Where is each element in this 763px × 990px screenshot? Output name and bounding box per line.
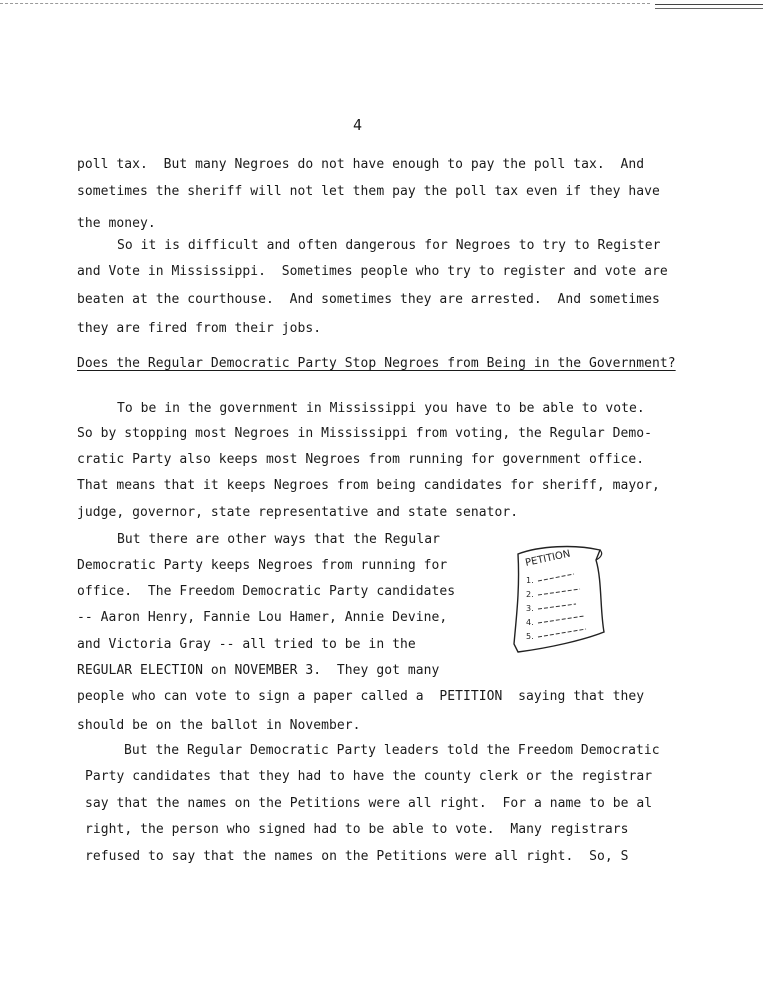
- petition-number-3: 3.: [526, 604, 534, 613]
- paragraph-5-line-4: right, the person who signed had to be able to vote. Many registrars: [85, 822, 629, 837]
- petition-number-4: 4.: [526, 618, 534, 627]
- paragraph-4-line-4: -- Aaron Henry, Fannie Lou Hamer, Annie Devine,: [77, 610, 448, 625]
- paragraph-2-line-2: and Vote in Mississippi. Sometimes people who try to register and vote are: [77, 264, 668, 279]
- petition-number-2: 2.: [526, 590, 534, 599]
- paragraph-3-line-3: cratic Party also keeps most Negroes from running for government office.: [77, 452, 645, 467]
- page-number: 4: [353, 116, 363, 134]
- paragraph-4-line-1: But there are other ways that the Regular: [117, 532, 440, 547]
- paragraph-2-line-4: they are fired from their jobs.: [77, 321, 322, 336]
- paragraph-5-line-2: Party candidates that they had to have the county clerk or the registrar: [85, 769, 653, 784]
- paragraph-4-line-3: office. The Freedom Democratic Party candidates: [77, 584, 456, 599]
- paragraph-3-line-1: To be in the government in Mississippi you have to be able to vote.: [117, 401, 645, 416]
- paragraph-3-line-2: So by stopping most Negroes in Mississippi from voting, the Regular Demo-: [77, 426, 652, 441]
- paragraph-1-line-1: poll tax. But many Negroes do not have enough to pay the poll tax. And: [77, 157, 645, 172]
- paragraph-4-line-8: should be on the ballot in November.: [77, 718, 361, 733]
- petition-number-5: 5.: [526, 632, 534, 641]
- paragraph-4-line-6: REGULAR ELECTION on NOVEMBER 3. They got many: [77, 663, 440, 678]
- petition-illustration: [504, 540, 612, 660]
- paragraph-3-line-5: judge, governor, state representative and state senator.: [77, 505, 519, 520]
- petition-number-1: 1.: [526, 576, 534, 585]
- paragraph-2-line-1: So it is difficult and often dangerous for Negroes to try to Register: [117, 238, 661, 253]
- paragraph-5-line-1: But the Regular Democratic Party leaders told the Freedom Democratic: [124, 743, 660, 758]
- paragraph-4-line-5: and Victoria Gray -- all tried to be in the: [77, 637, 416, 652]
- scan-border-top-right: [655, 4, 763, 9]
- paragraph-4-line-7: people who can vote to sign a paper called a PETITION saying that they: [77, 689, 645, 704]
- paragraph-1-line-2: sometimes the sheriff will not let them pay the poll tax even if they have: [77, 184, 660, 199]
- paragraph-4-line-2: Democratic Party keeps Negroes from running for: [77, 558, 448, 573]
- paragraph-5-line-3: say that the names on the Petitions were all right. For a name to be al: [85, 796, 653, 811]
- paragraph-3-line-4: That means that it keeps Negroes from being candidates for sheriff, mayor,: [77, 478, 660, 493]
- petition-title: PETITION: [524, 548, 572, 569]
- paragraph-5-line-5: refused to say that the names on the Petitions were all right. So, S: [85, 849, 629, 864]
- paragraph-1-line-3: the money.: [77, 216, 156, 231]
- section-heading: Does the Regular Democratic Party Stop Negroes from Being in the Government?: [77, 356, 676, 371]
- paragraph-2-line-3: beaten at the courthouse. And sometimes they are arrested. And sometimes: [77, 292, 660, 307]
- scan-border-top: [0, 3, 650, 4]
